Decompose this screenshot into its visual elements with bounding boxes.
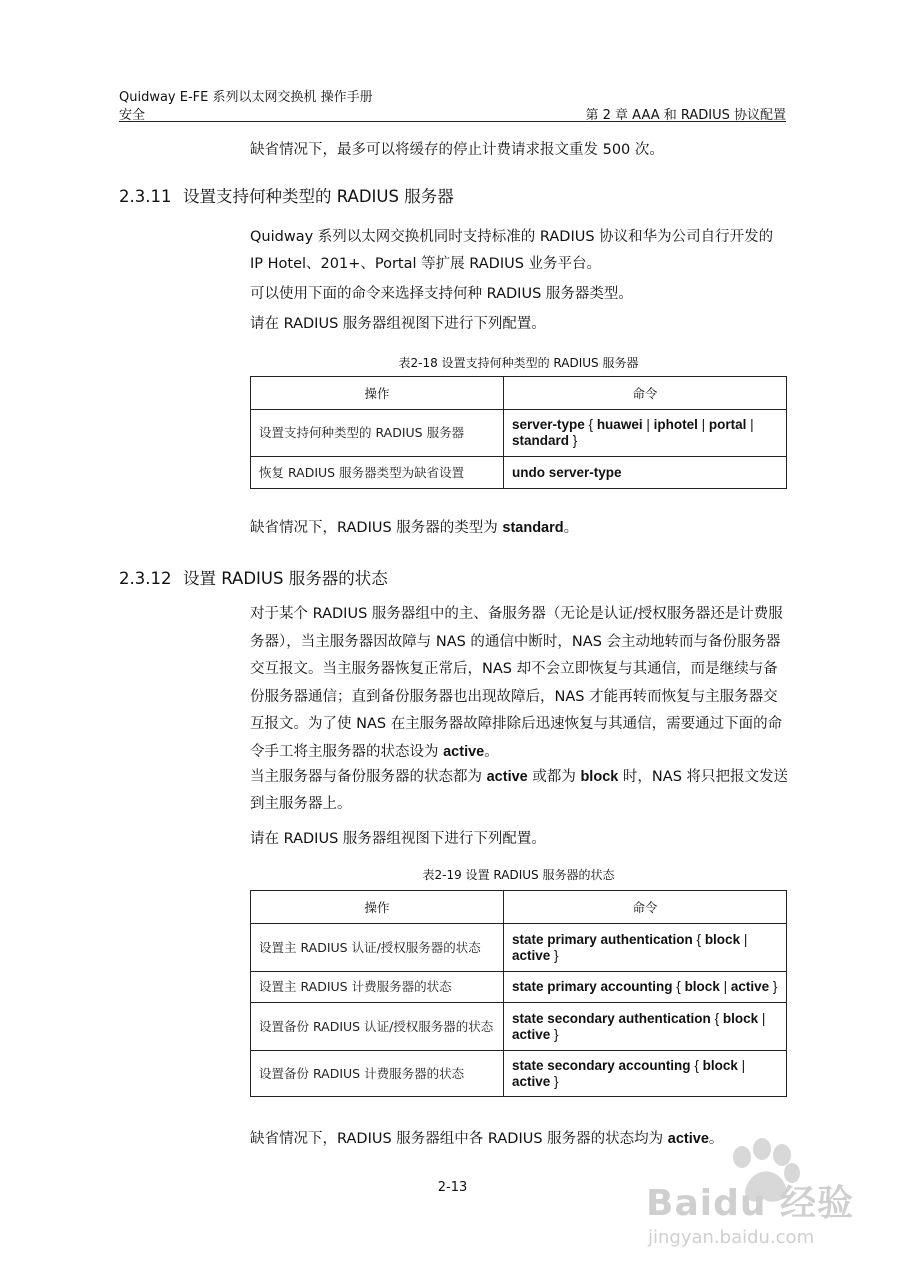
operation-cell: 设置支持何种类型的 RADIUS 服务器 [251,410,504,457]
table-row [251,1003,787,1051]
operation-cell: 恢复 RADIUS 服务器类型为缺省设置 [251,457,504,489]
table-caption: 表2-19 设置 RADIUS 服务器的状态 [422,868,615,882]
operation-cell: 设置主 RADIUS 认证/授权服务器的状态 [251,924,504,972]
table-row [251,972,787,1003]
table-row [251,457,787,489]
paragraph: 可以使用下面的命令来选择支持何种 RADIUS 服务器类型。 [250,286,633,302]
section-heading-2-3-11 [119,183,454,207]
section-title: 设置 RADIUS 服务器的状态 [183,569,388,588]
table-row [251,924,787,972]
doc-section: 安全 [119,108,146,123]
command-cell: undo server-type [504,457,787,489]
section-title: 设置支持何种类型的 RADIUS 服务器 [183,187,454,206]
paragraph: Quidway 系列以太网交换机同时支持标准的 RADIUS 协议和华为公司自行开发的 IP Hotel、201+、Portal 等扩展 RADIUS 业务平台。 [250,229,774,272]
section-number: 2.3.11 [119,187,172,206]
command-cell: state primary accounting { block | active } [504,972,787,1003]
default-note: 缺省情况下，RADIUS 服务器组中各 RADIUS 服务器的状态均为 active。 [250,1131,724,1147]
table-row [251,1051,787,1097]
default-value: active [667,1131,709,1147]
page-number: 2-13 [437,1180,468,1195]
table-row [251,410,787,457]
chapter-title: 第 2 章 AAA 和 RADIUS 协议配置 [585,108,786,123]
default-note: 缺省情况下，RADIUS 服务器的类型为 standard。 [250,520,579,536]
section-number: 2.3.12 [119,569,172,588]
watermark-url: jingyan.baidu.com [648,1227,815,1248]
default-value: standard [502,520,564,536]
command-table-2-18 [250,376,787,489]
doc-title: Quidway E-FE 系列以太网交换机 操作手册 [119,90,373,105]
column-header-operation: 操作 [251,377,504,410]
command-cell: state primary authentication { block | active } [504,924,787,972]
section-heading-2-3-12 [119,565,388,589]
baidu-watermark [640,1135,880,1255]
header-divider [119,121,786,122]
column-header-command: 命令 [504,891,787,924]
table-header-row [251,891,787,924]
command-cell: state secondary accounting { block | active } [504,1051,787,1097]
watermark-brand: Baidu 经验 [646,1183,855,1224]
table-caption: 表2-18 设置支持何种类型的 RADIUS 服务器 [398,356,639,370]
table-header-row [251,377,787,410]
paragraph: 请在 RADIUS 服务器组视图下进行下列配置。 [250,831,546,847]
intro-paragraph: 缺省情况下，最多可以将缓存的停止计费请求报文重发 500 次。 [250,142,664,158]
command-cell: server-type { huawei | iphotel | portal | standard } [504,410,787,457]
paragraph: 当主服务器与备份服务器的状态都为 active 或都为 block 时，NAS 将只把报文发送到主服务器上。 [250,769,789,812]
command-cell: state secondary authentication { block | active } [504,1003,787,1051]
operation-cell: 设置备份 RADIUS 认证/授权服务器的状态 [251,1003,504,1051]
paragraph: 对于某个 RADIUS 服务器组中的主、备服务器（无论是认证/授权服务器还是计费服务器），当主服务器因故障与 NAS 的通信中断时，NAS 会主动地转而与备份服务器交互报文。当主服务器恢复正常后，NAS 却不会立即恢复与其通信，而是继续与备份服务器通信；直到备份服务器也出现故障后，NAS 才能再转而恢复与主服务器交互报文。为了使 NAS 在主服务器故障排除后迅速恢复与其通信，需要通过下面的命令手工将主服务器的状态设为 active。 [250,606,783,760]
command-table-2-19 [250,890,787,1097]
operation-cell: 设置备份 RADIUS 计费服务器的状态 [251,1051,504,1097]
column-header-command: 命令 [504,377,787,410]
paragraph: 请在 RADIUS 服务器组视图下进行下列配置。 [250,316,546,332]
operation-cell: 设置主 RADIUS 计费服务器的状态 [251,972,504,1003]
column-header-operation: 操作 [251,891,504,924]
